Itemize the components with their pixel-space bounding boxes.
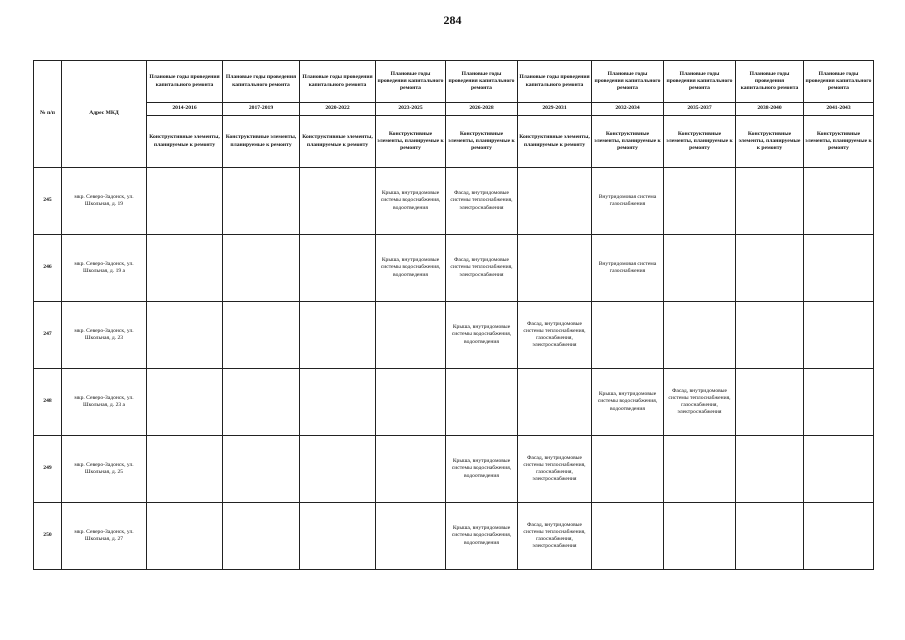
period-title: Плановые годы проведения капитального ремонта — [804, 61, 874, 103]
work-cell — [736, 436, 804, 503]
work-cell — [376, 436, 446, 503]
work-cell — [518, 168, 592, 235]
work-cell — [592, 436, 664, 503]
work-cell — [300, 369, 376, 436]
period-subheader: Конструктивные элементы, планируемые к ремонту — [300, 116, 376, 168]
period-years: 2020-2022 — [300, 103, 376, 116]
row-address: мкр. Северо-Задонск, ул. Школьная, д. 23 — [62, 302, 147, 369]
header-address: Адрес МКД — [62, 61, 147, 168]
work-cell — [376, 503, 446, 570]
work-cell — [300, 168, 376, 235]
work-cell — [300, 436, 376, 503]
period-title: Плановые годы проведения капитального ремонта — [592, 61, 664, 103]
table-row — [34, 503, 874, 570]
work-cell — [664, 235, 736, 302]
work-cell — [223, 235, 300, 302]
work-cell — [147, 436, 223, 503]
period-subheader: Конструктивные элементы, планируемые к ремонту — [223, 116, 300, 168]
work-cell — [804, 436, 874, 503]
work-cell — [592, 503, 664, 570]
work-cell — [223, 168, 300, 235]
work-cell — [300, 302, 376, 369]
work-cell — [376, 369, 446, 436]
work-cell — [664, 168, 736, 235]
table-row — [34, 235, 874, 302]
period-title: Плановые годы проведения капитального ремонта — [446, 61, 518, 103]
work-cell — [223, 503, 300, 570]
table-row — [34, 369, 874, 436]
period-subheader: Конструктивные элементы, планируемые к ремонту — [592, 116, 664, 168]
period-title: Плановые годы проведения капитального ремонта — [518, 61, 592, 103]
work-cell — [147, 302, 223, 369]
work-cell — [664, 503, 736, 570]
period-title: Плановые годы проведения капитального ремонта — [736, 61, 804, 103]
work-cell: Внутридомовая система газоснабжения — [592, 235, 664, 302]
work-cell — [223, 302, 300, 369]
period-subheader: Конструктивные элементы, планируемые к ремонту — [446, 116, 518, 168]
period-subheader: Конструктивные элементы, планируемые к ремонту — [664, 116, 736, 168]
work-cell: Крыша, внутридомовые системы водоснабжения, водоотведения — [446, 436, 518, 503]
work-cell — [736, 302, 804, 369]
table-body — [34, 61, 874, 570]
table-row — [34, 302, 874, 369]
work-cell — [147, 503, 223, 570]
period-subheader: Конструктивные элементы, планируемые к ремонту — [736, 116, 804, 168]
period-title: Плановые годы проведения капитального ремонта — [376, 61, 446, 103]
period-title: Плановые годы проведения капитального ремонта — [300, 61, 376, 103]
row-number: 245 — [34, 168, 62, 235]
work-cell — [804, 369, 874, 436]
work-cell — [300, 235, 376, 302]
row-number: 250 — [34, 503, 62, 570]
work-cell — [147, 235, 223, 302]
work-cell — [446, 369, 518, 436]
period-title: Плановые годы проведения капитального ремонта — [223, 61, 300, 103]
work-cell — [804, 235, 874, 302]
period-years: 2026-2028 — [446, 103, 518, 116]
work-cell: Внутридомовая система газоснабжения — [592, 168, 664, 235]
table-row — [34, 168, 874, 235]
header-num: № п/п — [34, 61, 62, 168]
work-cell — [223, 436, 300, 503]
capital-repair-table — [33, 60, 874, 570]
work-cell: Фасад, внутридомовые системы теплоснабжения, газоснабжения, электроснабжения — [518, 503, 592, 570]
work-cell — [300, 503, 376, 570]
work-cell — [736, 235, 804, 302]
work-cell: Фасад, внутридомовые системы теплоснабжения, газоснабжения, электроснабжения — [518, 436, 592, 503]
work-cell — [223, 369, 300, 436]
row-address: мкр. Северо-Задонск, ул. Школьная, д. 19 а — [62, 235, 147, 302]
work-cell — [147, 369, 223, 436]
period-years: 2029-2031 — [518, 103, 592, 116]
period-years: 2017-2019 — [223, 103, 300, 116]
work-cell — [592, 302, 664, 369]
period-subheader: Конструктивные элементы, планируемые к ремонту — [518, 116, 592, 168]
work-cell — [804, 168, 874, 235]
period-years: 2014-2016 — [147, 103, 223, 116]
row-number: 247 — [34, 302, 62, 369]
work-cell — [804, 503, 874, 570]
period-subheader: Конструктивные элементы, планируемые к ремонту — [804, 116, 874, 168]
row-address: мкр. Северо-Задонск, ул. Школьная, д. 27 — [62, 503, 147, 570]
work-cell — [736, 168, 804, 235]
period-years: 2032-2034 — [592, 103, 664, 116]
period-years: 2035-2037 — [664, 103, 736, 116]
header-row-years — [34, 103, 874, 116]
work-cell: Крыша, внутридомовые системы водоснабжения, водоотведения — [376, 235, 446, 302]
row-address: мкр. Северо-Задонск, ул. Школьная, д. 23 а — [62, 369, 147, 436]
period-years: 2038-2040 — [736, 103, 804, 116]
work-cell: Фасад, внутридомовые системы теплоснабжения, газоснабжения, электроснабжения — [518, 302, 592, 369]
work-cell — [664, 302, 736, 369]
row-number: 246 — [34, 235, 62, 302]
row-address: мкр. Северо-Задонск, ул. Школьная, д. 19 — [62, 168, 147, 235]
row-number: 249 — [34, 436, 62, 503]
work-cell: Фасад, внутридомовые системы теплоснабжения, электроснабжения — [446, 168, 518, 235]
work-cell — [147, 168, 223, 235]
work-cell — [518, 235, 592, 302]
page-number: 284 — [443, 13, 462, 27]
table-row — [34, 436, 874, 503]
work-cell: Крыша, внутридомовые системы водоснабжения, водоотведения — [446, 302, 518, 369]
period-subheader: Конструктивные элементы, планируемые к ремонту — [376, 116, 446, 168]
work-cell: Фасад, внутридомовые системы теплоснабжения, газоснабжения, электроснабжения — [664, 369, 736, 436]
work-cell — [664, 436, 736, 503]
period-years: 2041-2043 — [804, 103, 874, 116]
work-cell — [736, 369, 804, 436]
period-title: Плановые годы проведения капитального ремонта — [147, 61, 223, 103]
period-years: 2023-2025 — [376, 103, 446, 116]
work-cell: Крыша, внутридомовые системы водоснабжения, водоотведения — [592, 369, 664, 436]
work-cell — [736, 503, 804, 570]
work-cell — [804, 302, 874, 369]
work-cell — [518, 369, 592, 436]
header-row-titles — [34, 61, 874, 103]
row-address: мкр. Северо-Задонск, ул. Школьная, д. 25 — [62, 436, 147, 503]
header-row-sub — [34, 116, 874, 168]
work-cell: Фасад, внутридомовые системы теплоснабжения, электроснабжения — [446, 235, 518, 302]
work-cell — [376, 302, 446, 369]
period-title: Плановые годы проведения капитального ремонта — [664, 61, 736, 103]
period-subheader: Конструктивные элементы, планируемые к ремонту — [147, 116, 223, 168]
work-cell: Крыша, внутридомовые системы водоснабжения, водоотведения — [376, 168, 446, 235]
work-cell: Крыша, внутридомовые системы водоснабжения, водоотведения — [446, 503, 518, 570]
row-number: 248 — [34, 369, 62, 436]
